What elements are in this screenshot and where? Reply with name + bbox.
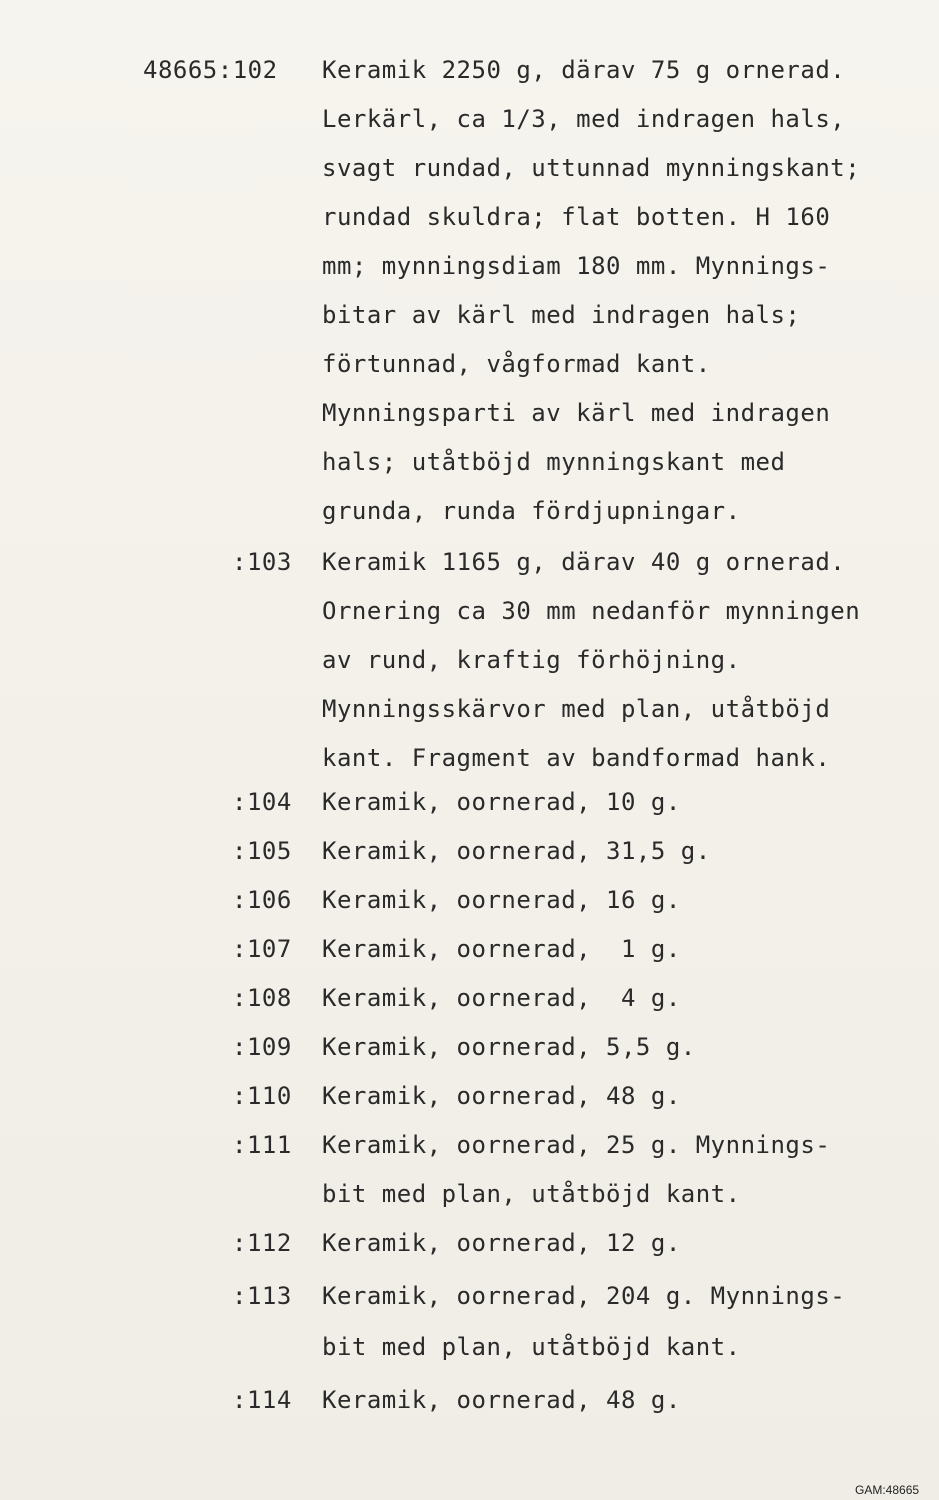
entry-line: Lerkärl, ca 1/3, med indragen hals, <box>322 105 846 133</box>
entry-text <box>322 547 939 777</box>
entry-number: :109 <box>232 1033 292 1061</box>
entry-text <box>322 934 939 966</box>
entry-line: Keramik 2250 g, därav 75 g ornerad. <box>322 56 846 84</box>
entry-number: :103 <box>232 548 292 576</box>
entry-line: bitar av kärl med indragen hals; <box>322 301 801 329</box>
entry-text <box>322 1281 939 1365</box>
entry-line: Keramik, oornerad, 204 g. Mynnings- <box>322 1282 846 1310</box>
entry-line: Keramik, oornerad, 25 g. Mynnings- <box>322 1131 831 1159</box>
entry-line: Keramik, oornerad, 48 g. <box>322 1082 681 1110</box>
entry-line: Mynningsskärvor med plan, utåtböjd <box>322 695 831 723</box>
entry-number: :105 <box>232 837 292 865</box>
archive-stamp: GAM:48665 <box>855 1483 920 1497</box>
entry-line: rundad skuldra; flat botten. H 160 <box>322 203 831 231</box>
entry-line: Keramik, oornerad, 1 g. <box>322 935 681 963</box>
entry-line: svagt rundad, uttunnad mynningskant; <box>322 154 861 182</box>
entry-line: av rund, kraftig förhöjning. <box>322 646 741 674</box>
entry-line: bit med plan, utåtböjd kant. <box>322 1180 741 1208</box>
entry-line: hals; utåtböjd mynningskant med <box>322 448 786 476</box>
entry-line: Keramik, oornerad, 16 g. <box>322 886 681 914</box>
entry-number: 48665:102 <box>143 56 278 84</box>
entry-line: Keramik, oornerad, 31,5 g. <box>322 837 711 865</box>
entry-text <box>322 983 939 1015</box>
entry-line: Keramik, oornerad, 48 g. <box>322 1386 681 1414</box>
entry-number: :106 <box>232 886 292 914</box>
entry-line: grunda, runda fördjupningar. <box>322 497 741 525</box>
entry-number: :104 <box>232 788 292 816</box>
entry-line: mm; mynningsdiam 180 mm. Mynnings- <box>322 252 831 280</box>
entry-text <box>322 787 939 819</box>
entry-line: Keramik 1165 g, därav 40 g ornerad. <box>322 548 846 576</box>
entry-text <box>322 1385 939 1417</box>
entry-text <box>322 55 939 535</box>
entry-text <box>322 1228 939 1260</box>
entry-line: Keramik, oornerad, 12 g. <box>322 1229 681 1257</box>
entry-text <box>322 1032 939 1064</box>
entry-line: kant. Fragment av bandformad hank. <box>322 744 831 772</box>
entry-line: Keramik, oornerad, 4 g. <box>322 984 681 1012</box>
entry-number: :111 <box>232 1131 292 1159</box>
entry-number: :107 <box>232 935 292 963</box>
entry-number: :113 <box>232 1282 292 1310</box>
entry-text <box>322 1081 939 1113</box>
entry-line: Keramik, oornerad, 10 g. <box>322 788 681 816</box>
entry-line: Ornering ca 30 mm nedanför mynningen <box>322 597 861 625</box>
entry-text <box>322 885 939 917</box>
entry-line: Mynningsparti av kärl med indragen <box>322 399 831 427</box>
entry-number: :114 <box>232 1386 292 1414</box>
entry-text <box>322 1130 939 1212</box>
entry-number: :110 <box>232 1082 292 1110</box>
entry-text <box>322 836 939 868</box>
entry-number: :108 <box>232 984 292 1012</box>
entry-number: :112 <box>232 1229 292 1257</box>
entry-line: Keramik, oornerad, 5,5 g. <box>322 1033 696 1061</box>
entry-line: bit med plan, utåtböjd kant. <box>322 1333 741 1361</box>
entry-line: förtunnad, vågformad kant. <box>322 350 711 378</box>
